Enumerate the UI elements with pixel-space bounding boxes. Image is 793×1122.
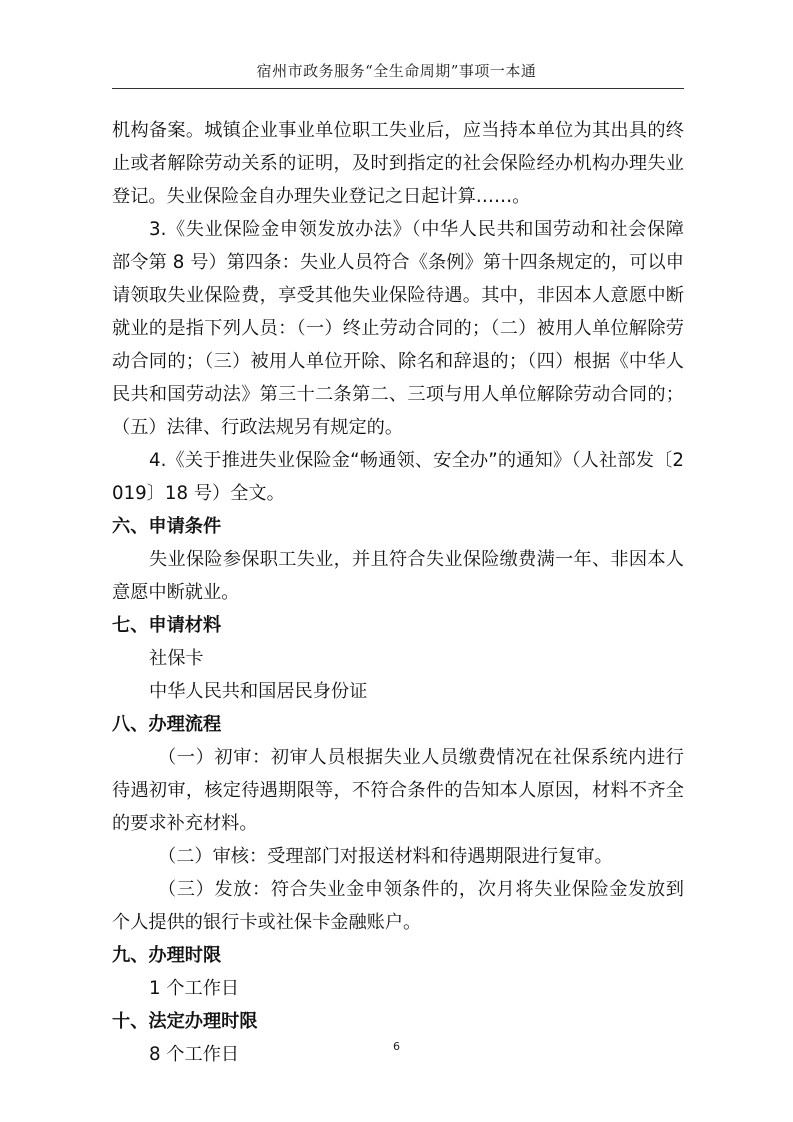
paragraph-conditions: 失业保险参保职工失业，并且符合失业保险缴费满一年、非因本人意愿中断就业。 — [112, 549, 684, 603]
material-item-id-card: 中华人民共和国居民身份证 — [149, 681, 368, 702]
paragraph-regulation-4: 4.《关于推进失业保险金“畅通领、安全办”的通知》（人社部发〔2019〕18 号）全文。 — [112, 450, 684, 504]
section-heading-materials: 七、申请材料 — [112, 615, 222, 636]
paragraph-regulation-3: 3.《失业保险金申领发放办法》（中华人民共和国劳动和社会保障部令第 8 号）第四条：失业人员符合《条例》第十四条规定的，可以申请领取失业保险费，享受其他失业保险待遇。其中，非因本人意愿中断就业的是指下列人员：（一）终止劳动合同的；（二）被用人单位解除劳动合同的；（三）被用人单位开除、除名和辞退的；（四）根据《中华人民共和国劳动法》第三十二条第二、三项与用人单位解除劳动合同的；（五）法律、行政法规另有规定的。 — [112, 219, 684, 438]
process-step-initial-review: （一）初审：初审人员根据失业人员缴费情况在社保系统内进行待遇初审，核定待遇期限等，不符合条件的告知本人原因，材料不齐全的要求补充材料。 — [112, 747, 684, 834]
header-divider — [112, 88, 684, 89]
document-body — [112, 114, 684, 1071]
section-heading-process: 八、办理流程 — [112, 714, 222, 735]
page-number: 6 — [393, 1040, 400, 1053]
section-heading-time-limit: 九、办理时限 — [112, 945, 222, 966]
process-step-review: （二）审核：受理部门对报送材料和待遇期限进行复审。 — [158, 846, 613, 867]
running-header: 宿州市政务服务“全生命周期”事项一本通 — [256, 62, 537, 80]
section-heading-legal-time-limit: 十、法定办理时限 — [112, 1011, 258, 1032]
time-limit-value: 1 个工作日 — [149, 978, 240, 999]
section-heading-conditions: 六、申请条件 — [112, 516, 222, 537]
paragraph-continued: 机构备案。城镇企业事业单位职工失业后，应当持本单位为其出具的终止或者解除劳动关系的证明，及时到指定的社会保险经办机构办理失业登记。失业保险金自办理失业登记之日起计算……。 — [112, 120, 684, 207]
legal-time-limit-value: 8 个工作日 — [149, 1044, 240, 1065]
process-step-payout: （三）发放：符合失业金申领条件的，次月将失业保险金发放到个人提供的银行卡或社保卡金融账户。 — [112, 879, 684, 933]
material-item-social-card: 社保卡 — [149, 648, 204, 669]
